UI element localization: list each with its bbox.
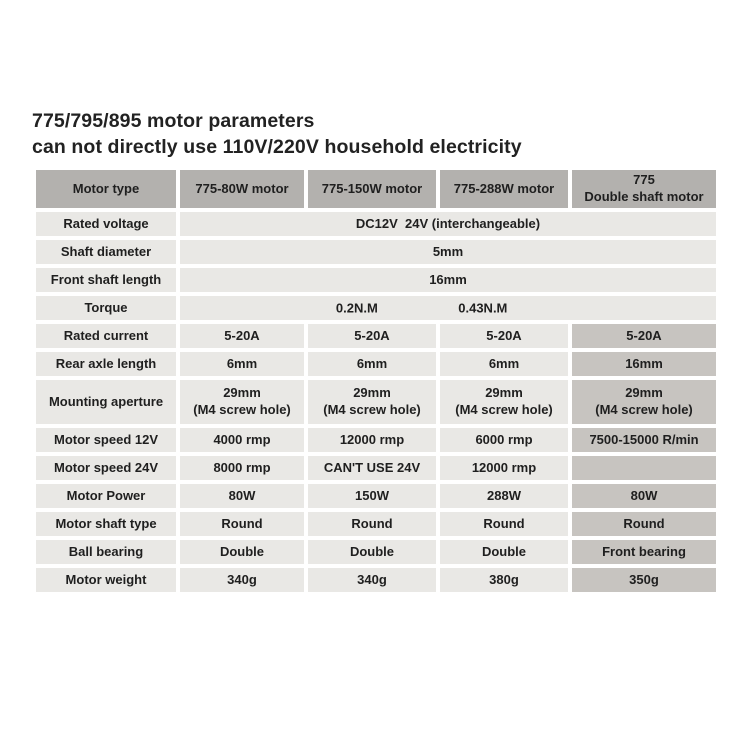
torque-value-150w: 0.2N.M	[335, 300, 378, 316]
row-torque	[36, 296, 716, 320]
header-cell-775-288w: 775-288W motor	[440, 170, 568, 208]
row-label: Rear axle length	[36, 352, 176, 376]
row-front-shaft-length	[36, 268, 716, 292]
cell: 4000 rmp	[180, 428, 304, 452]
row-ball-bearing	[36, 540, 716, 564]
cell-highlighted: 29mm (M4 screw hole)	[572, 380, 716, 424]
cell: Round	[180, 512, 304, 536]
cell-highlighted: 350g	[572, 568, 716, 592]
row-rear-axle-length	[36, 352, 716, 376]
cell: 5-20A	[308, 324, 436, 348]
page-subtitle: can not directly use 110V/220V household electricity	[32, 136, 522, 159]
row-motor-shaft-type	[36, 512, 716, 536]
cell: 6mm	[180, 352, 304, 376]
cell: Double	[180, 540, 304, 564]
row-rated-voltage	[36, 212, 716, 236]
row-label: Motor speed 12V	[36, 428, 176, 452]
merged-torque-cell	[180, 296, 716, 320]
cell: 29mm (M4 screw hole)	[308, 380, 436, 424]
cell: Double	[440, 540, 568, 564]
merged-value-cell: 5mm	[180, 240, 716, 264]
row-label: Rated current	[36, 324, 176, 348]
header-cell-motor-type: Motor type	[36, 170, 176, 208]
row-motor-power	[36, 484, 716, 508]
cell: 80W	[180, 484, 304, 508]
row-label: Mounting aperture	[36, 380, 176, 424]
cell-highlighted: 5-20A	[572, 324, 716, 348]
row-rated-current	[36, 324, 716, 348]
cell: 6mm	[440, 352, 568, 376]
cell-highlighted: 16mm	[572, 352, 716, 376]
cell: 288W	[440, 484, 568, 508]
cell-highlighted: Round	[572, 512, 716, 536]
cell: 12000 rmp	[440, 456, 568, 480]
row-label: Torque	[36, 296, 176, 320]
row-mounting-aperture	[36, 380, 716, 424]
cell: 380g	[440, 568, 568, 592]
cell-highlighted: 80W	[572, 484, 716, 508]
cell: 29mm (M4 screw hole)	[180, 380, 304, 424]
torque-value-288w: 0.43N.M	[458, 300, 508, 316]
cell-highlighted: 7500-15000 R/min	[572, 428, 716, 452]
cell: CAN'T USE 24V	[308, 456, 436, 480]
header-double-shaft-text: 775 Double shaft motor	[584, 172, 704, 204]
cell: 12000 rmp	[308, 428, 436, 452]
row-motor-speed-12v	[36, 428, 716, 452]
cell: 340g	[308, 568, 436, 592]
cell: 8000 rmp	[180, 456, 304, 480]
cell: Round	[440, 512, 568, 536]
row-label: Front shaft length	[36, 268, 176, 292]
cell: Double	[308, 540, 436, 564]
row-label: Motor weight	[36, 568, 176, 592]
motor-parameters-table	[32, 166, 720, 596]
merged-value-cell: 16mm	[180, 268, 716, 292]
row-label: Rated voltage	[36, 212, 176, 236]
row-label: Shaft diameter	[36, 240, 176, 264]
row-motor-weight	[36, 568, 716, 592]
cell: Round	[308, 512, 436, 536]
cell: 340g	[180, 568, 304, 592]
cell: 5-20A	[180, 324, 304, 348]
row-motor-speed-24v	[36, 456, 716, 480]
row-label: Motor speed 24V	[36, 456, 176, 480]
cell: 29mm (M4 screw hole)	[440, 380, 568, 424]
cell-highlighted: Front bearing	[572, 540, 716, 564]
header-cell-775-150w: 775-150W motor	[308, 170, 436, 208]
row-shaft-diameter	[36, 240, 716, 264]
header-row	[36, 170, 716, 208]
cell: 5-20A	[440, 324, 568, 348]
row-label: Motor Power	[36, 484, 176, 508]
cell: 6000 rmp	[440, 428, 568, 452]
header-cell-775-double-shaft	[572, 170, 716, 208]
cell: 6mm	[308, 352, 436, 376]
merged-value-cell: DC12V 24V (interchangeable)	[180, 212, 716, 236]
page-title: 775/795/895 motor parameters	[32, 110, 315, 132]
row-label: Motor shaft type	[36, 512, 176, 536]
header-cell-775-80w: 775-80W motor	[180, 170, 304, 208]
cell-highlighted-empty	[572, 456, 716, 480]
row-label: Ball bearing	[36, 540, 176, 564]
cell: 150W	[308, 484, 436, 508]
